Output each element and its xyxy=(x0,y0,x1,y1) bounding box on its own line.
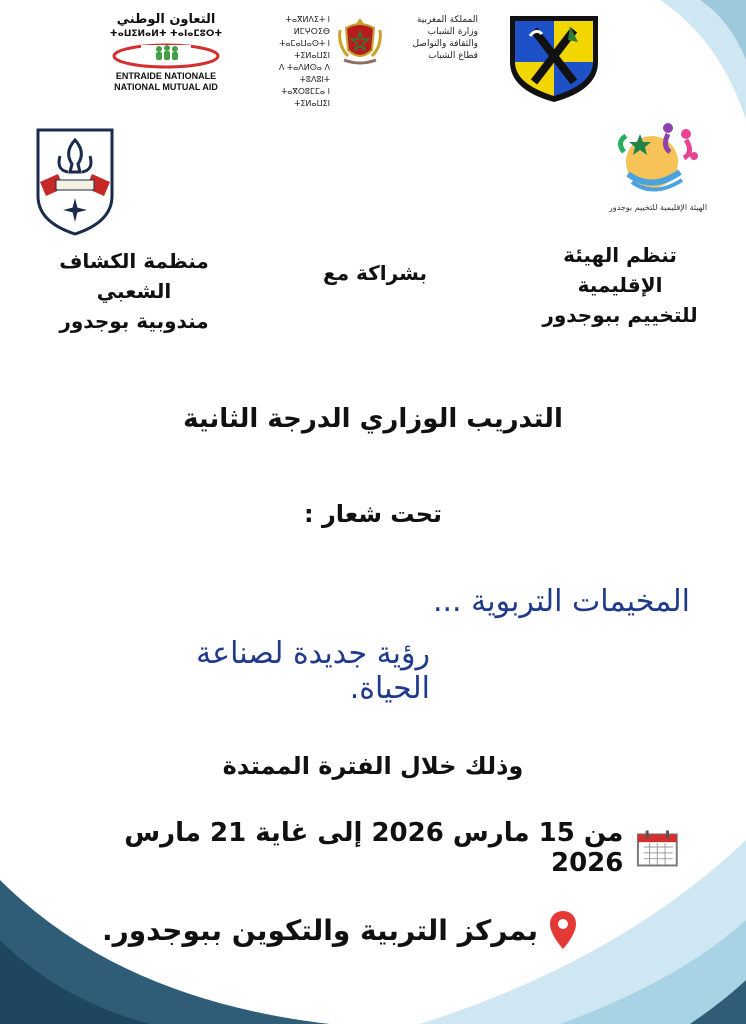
ministry-tifinagh-line: ⴷ ⵜⴰⴷⵍⵙⴰ ⴷ ⵜⵓⴷⵓⵏⵜ xyxy=(278,63,330,84)
entraide-fr: ENTRAIDE NATIONALE xyxy=(115,71,217,81)
venue-text: بمركز التربية والتكوين ببوجدور. xyxy=(101,913,539,947)
dates-text: من 15 مارس 2026 إلى غاية 21 مارس 2026 xyxy=(124,818,624,878)
entraide-tifinagh: ⵜⴰⵡⵉⵍⴰⵍⵜ ⵜⴰⵏⴰⵎⵓⵔⵜ xyxy=(109,29,223,39)
ministry-tifinagh xyxy=(250,14,330,110)
ministry-arabic-line: والثقافة والتواصل xyxy=(412,39,478,49)
venue-row xyxy=(80,906,600,954)
popular-scouts-logo xyxy=(34,126,116,236)
coat-of-arms-icon xyxy=(336,16,384,66)
entraide-arabic: التعاون الوطني xyxy=(116,12,216,27)
slogan-label: تحت شعار : xyxy=(304,500,442,528)
slogan-line-2: رؤية جديدة لصناعة الحياة. xyxy=(196,636,430,706)
location-pin-icon xyxy=(548,909,578,951)
partner-organization-text xyxy=(20,246,248,336)
dates-row xyxy=(60,818,680,878)
entraide-en: NATIONAL MUTUAL AID xyxy=(114,82,218,92)
slogan-line-1: المخيمات التربوية ... xyxy=(432,584,690,619)
ministry-tifinagh-line: ⵜⴰⴳⵔⵓⵎⵎⴰ ⵏ ⵜⵉⵍⴰⵡⵉⵏ xyxy=(281,87,330,108)
entraide-nationale-logo xyxy=(108,12,224,93)
regional-camping-logo xyxy=(598,112,718,213)
ministry-arabic-line: قطاع الشباب xyxy=(428,51,478,61)
training-title: التدريب الوزاري الدرجة الثانية xyxy=(183,404,563,434)
calendar-icon xyxy=(635,828,680,868)
organizer-text xyxy=(520,240,720,330)
partnership-label: بشراكة مع xyxy=(323,261,427,285)
regional-camping-caption: الهيئة الإقليمية للتخييم بوجدور xyxy=(608,203,708,212)
partner-organization-line: منظمة الكشاف الشعبي xyxy=(59,249,209,303)
partner-organization-line: مندوبية بوجدور xyxy=(59,309,209,333)
boujdour-shield-logo xyxy=(506,12,602,104)
ministry-tifinagh-line: ⵜⴰⵎⴰⵡⴰⵙⵜ ⵏ ⵜⵉⵍⴰⵡⵉⵏ xyxy=(279,39,330,60)
ministry-logo xyxy=(250,14,480,108)
ministry-tifinagh-line: ⵜⴰⴳⵍⴷⵉⵜ ⵏ ⵍⵎⵖⵔⵉⴱ xyxy=(285,15,330,36)
organizer-line: تنظم الهيئة الإقليمية xyxy=(563,243,677,297)
period-label: وذلك خلال الفترة الممتدة xyxy=(222,752,524,780)
entraide-emblem xyxy=(111,41,221,71)
regional-camping-emblem xyxy=(610,112,706,200)
ministry-arabic-line: المملكة المغربية xyxy=(416,15,478,25)
ministry-arabic-line: وزارة الشباب xyxy=(427,27,478,37)
ministry-arabic xyxy=(390,14,478,62)
organizer-line: للتخييم ببوجدور xyxy=(542,303,698,327)
